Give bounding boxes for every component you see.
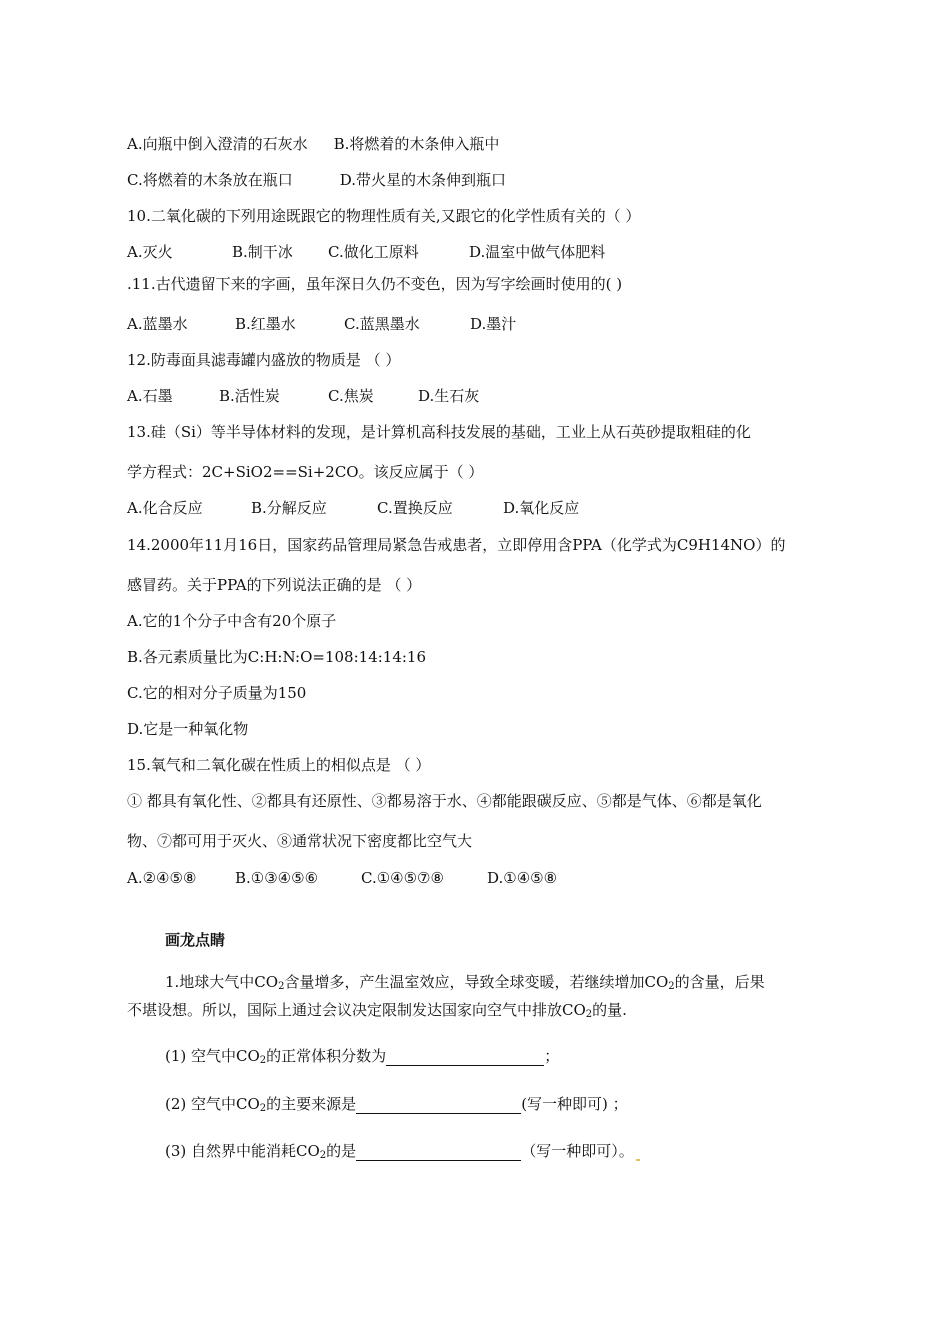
sq2-text-3: (写一种即可) ； bbox=[521, 1095, 628, 1113]
section-paragraph-line-2 bbox=[127, 1000, 627, 1020]
sub-question-3 bbox=[165, 1141, 640, 1161]
q13-options bbox=[127, 498, 579, 518]
subscript-2: 2 bbox=[259, 1055, 267, 1066]
q11-option-c: C.蓝黑墨水 bbox=[344, 315, 420, 333]
q12-option-c: C.焦炭 bbox=[328, 387, 374, 405]
q10-option-d: D.温室中做气体肥料 bbox=[469, 243, 606, 261]
q9-options-row-2 bbox=[127, 170, 506, 190]
subscript-2: 2 bbox=[259, 1103, 267, 1114]
subscript-2: 2 bbox=[585, 1009, 593, 1020]
q11-option-b: B.红墨水 bbox=[235, 315, 296, 333]
q11-option-d: D.墨汁 bbox=[470, 315, 517, 333]
q10-options bbox=[127, 242, 605, 262]
q15-option-c: C.①④⑤⑦⑧ bbox=[361, 869, 444, 887]
sub-question-1 bbox=[165, 1046, 559, 1066]
q15-stem: 15.氧气和二氧化碳在性质上的相似点是 （ ） bbox=[127, 756, 431, 774]
q9-option-b: B.将燃着的木条伸入瓶中 bbox=[333, 135, 500, 153]
answer-blank-1[interactable] bbox=[386, 1049, 544, 1066]
sub-question-2 bbox=[165, 1094, 628, 1114]
q15-option-b: B.①③④⑤⑥ bbox=[235, 869, 319, 887]
sq1-text-2: 的正常体积分数为 bbox=[266, 1047, 387, 1065]
q13-option-d: D.氧化反应 bbox=[503, 499, 580, 517]
q12-options bbox=[127, 386, 479, 406]
q14-option-a: A.它的1个分子中含有20个原子 bbox=[127, 612, 337, 630]
q10-stem: 10.二氧化碳的下列用途既跟它的物理性质有关,又跟它的化学性质有关的（ ） bbox=[127, 207, 641, 225]
q12-stem: 12.防毒面具滤毒罐内盛放的物质是 （ ） bbox=[127, 351, 401, 369]
q13-option-a: A.化合反应 bbox=[127, 499, 203, 517]
sq3-text-3: （写一种即可）。 bbox=[521, 1142, 634, 1160]
q14-option-b: B.各元素质量比为C:H:N:O=108:14:14:16 bbox=[127, 648, 427, 666]
q10-option-c: C.做化工原料 bbox=[328, 243, 419, 261]
sq1-text-3: ； bbox=[544, 1047, 560, 1065]
p1-text-3: 的含量，后果 bbox=[674, 973, 765, 991]
q12-option-a: A.石墨 bbox=[127, 387, 173, 405]
q14-stem-line-1: 14.2000年11月16日，国家药品管理局紧急告戒患者，立即停用含PPA（化学式为C9H14NO）的 bbox=[127, 536, 786, 554]
artifact-mark bbox=[636, 1159, 640, 1161]
q15-option-a: A.②④⑤⑧ bbox=[127, 869, 197, 887]
q9-options-row-1 bbox=[127, 134, 499, 154]
section-paragraph-line-1 bbox=[165, 972, 765, 992]
q10-option-a: A.灭火 bbox=[127, 243, 173, 261]
q15-body-line-1: ① 都具有氧化性、②都具有还原性、③都易溶于水、④都能跟碳反应、⑤都是气体、⑥都是氧化 bbox=[127, 792, 762, 810]
sq3-text-1: (3) 自然界中能消耗CO bbox=[165, 1142, 320, 1160]
q11-stem: .11.古代遗留下来的字画，虽年深日久仍不变色，因为写字绘画时使用的( ) bbox=[127, 275, 623, 293]
p1-text-4: 不堪设想。所以，国际上通过会议决定限制发达国家向空气中排放CO bbox=[127, 1001, 586, 1019]
q11-option-a: A.蓝墨水 bbox=[127, 315, 188, 333]
subscript-2: 2 bbox=[668, 981, 675, 992]
subscript-2: 2 bbox=[278, 981, 285, 992]
q10-option-b: B.制干冰 bbox=[232, 243, 293, 261]
q14-option-c: C.它的相对分子质量为150 bbox=[127, 684, 307, 702]
q14-option-d: D.它是一种氧化物 bbox=[127, 720, 249, 738]
p1-text-5: 的量. bbox=[592, 1001, 627, 1019]
p1-text-2: 含量增多，产生温室效应，导致全球变暖，若继续增加CO bbox=[284, 973, 669, 991]
q14-stem-line-2: 感冒药。关于PPA的下列说法正确的是 （ ） bbox=[127, 576, 422, 594]
answer-blank-3[interactable] bbox=[356, 1144, 521, 1161]
p1-text-1: 1.地球大气中CO bbox=[165, 973, 279, 991]
q12-option-d: D.生石灰 bbox=[418, 387, 480, 405]
q9-option-d: D.带火星的木条伸到瓶口 bbox=[339, 171, 506, 189]
answer-blank-2[interactable] bbox=[356, 1097, 521, 1114]
q13-stem-line-1: 13.硅（Si）等半导体材料的发现，是计算机高科技发展的基础，工业上从石英砂提取粗硅的化 bbox=[127, 423, 751, 441]
q9-option-c: C.将燃着的木条放在瓶口 bbox=[127, 171, 293, 189]
q9-option-a: A.向瓶中倒入澄清的石灰水 bbox=[127, 135, 308, 153]
q13-option-c: C.置换反应 bbox=[377, 499, 453, 517]
q13-option-b: B.分解反应 bbox=[251, 499, 327, 517]
sq3-text-2: 的是 bbox=[326, 1142, 357, 1160]
sq2-text-2: 的主要来源是 bbox=[266, 1095, 357, 1113]
q15-option-d: D.①④⑤⑧ bbox=[487, 869, 558, 887]
q15-options bbox=[127, 868, 557, 888]
sq2-text-1: (2) 空气中CO bbox=[165, 1095, 260, 1113]
sq1-text-1: (1) 空气中CO bbox=[165, 1047, 260, 1065]
q12-option-b: B.活性炭 bbox=[219, 387, 280, 405]
subscript-2: 2 bbox=[319, 1150, 327, 1161]
section-heading: 画龙点睛 bbox=[165, 931, 226, 949]
q11-options bbox=[127, 314, 516, 334]
q15-body-line-2: 物、⑦都可用于灭火、⑧通常状况下密度都比空气大 bbox=[127, 832, 473, 850]
q13-stem-line-2: 学方程式：2C+SiO2==Si+2CO。该反应属于（ ） bbox=[127, 463, 484, 481]
